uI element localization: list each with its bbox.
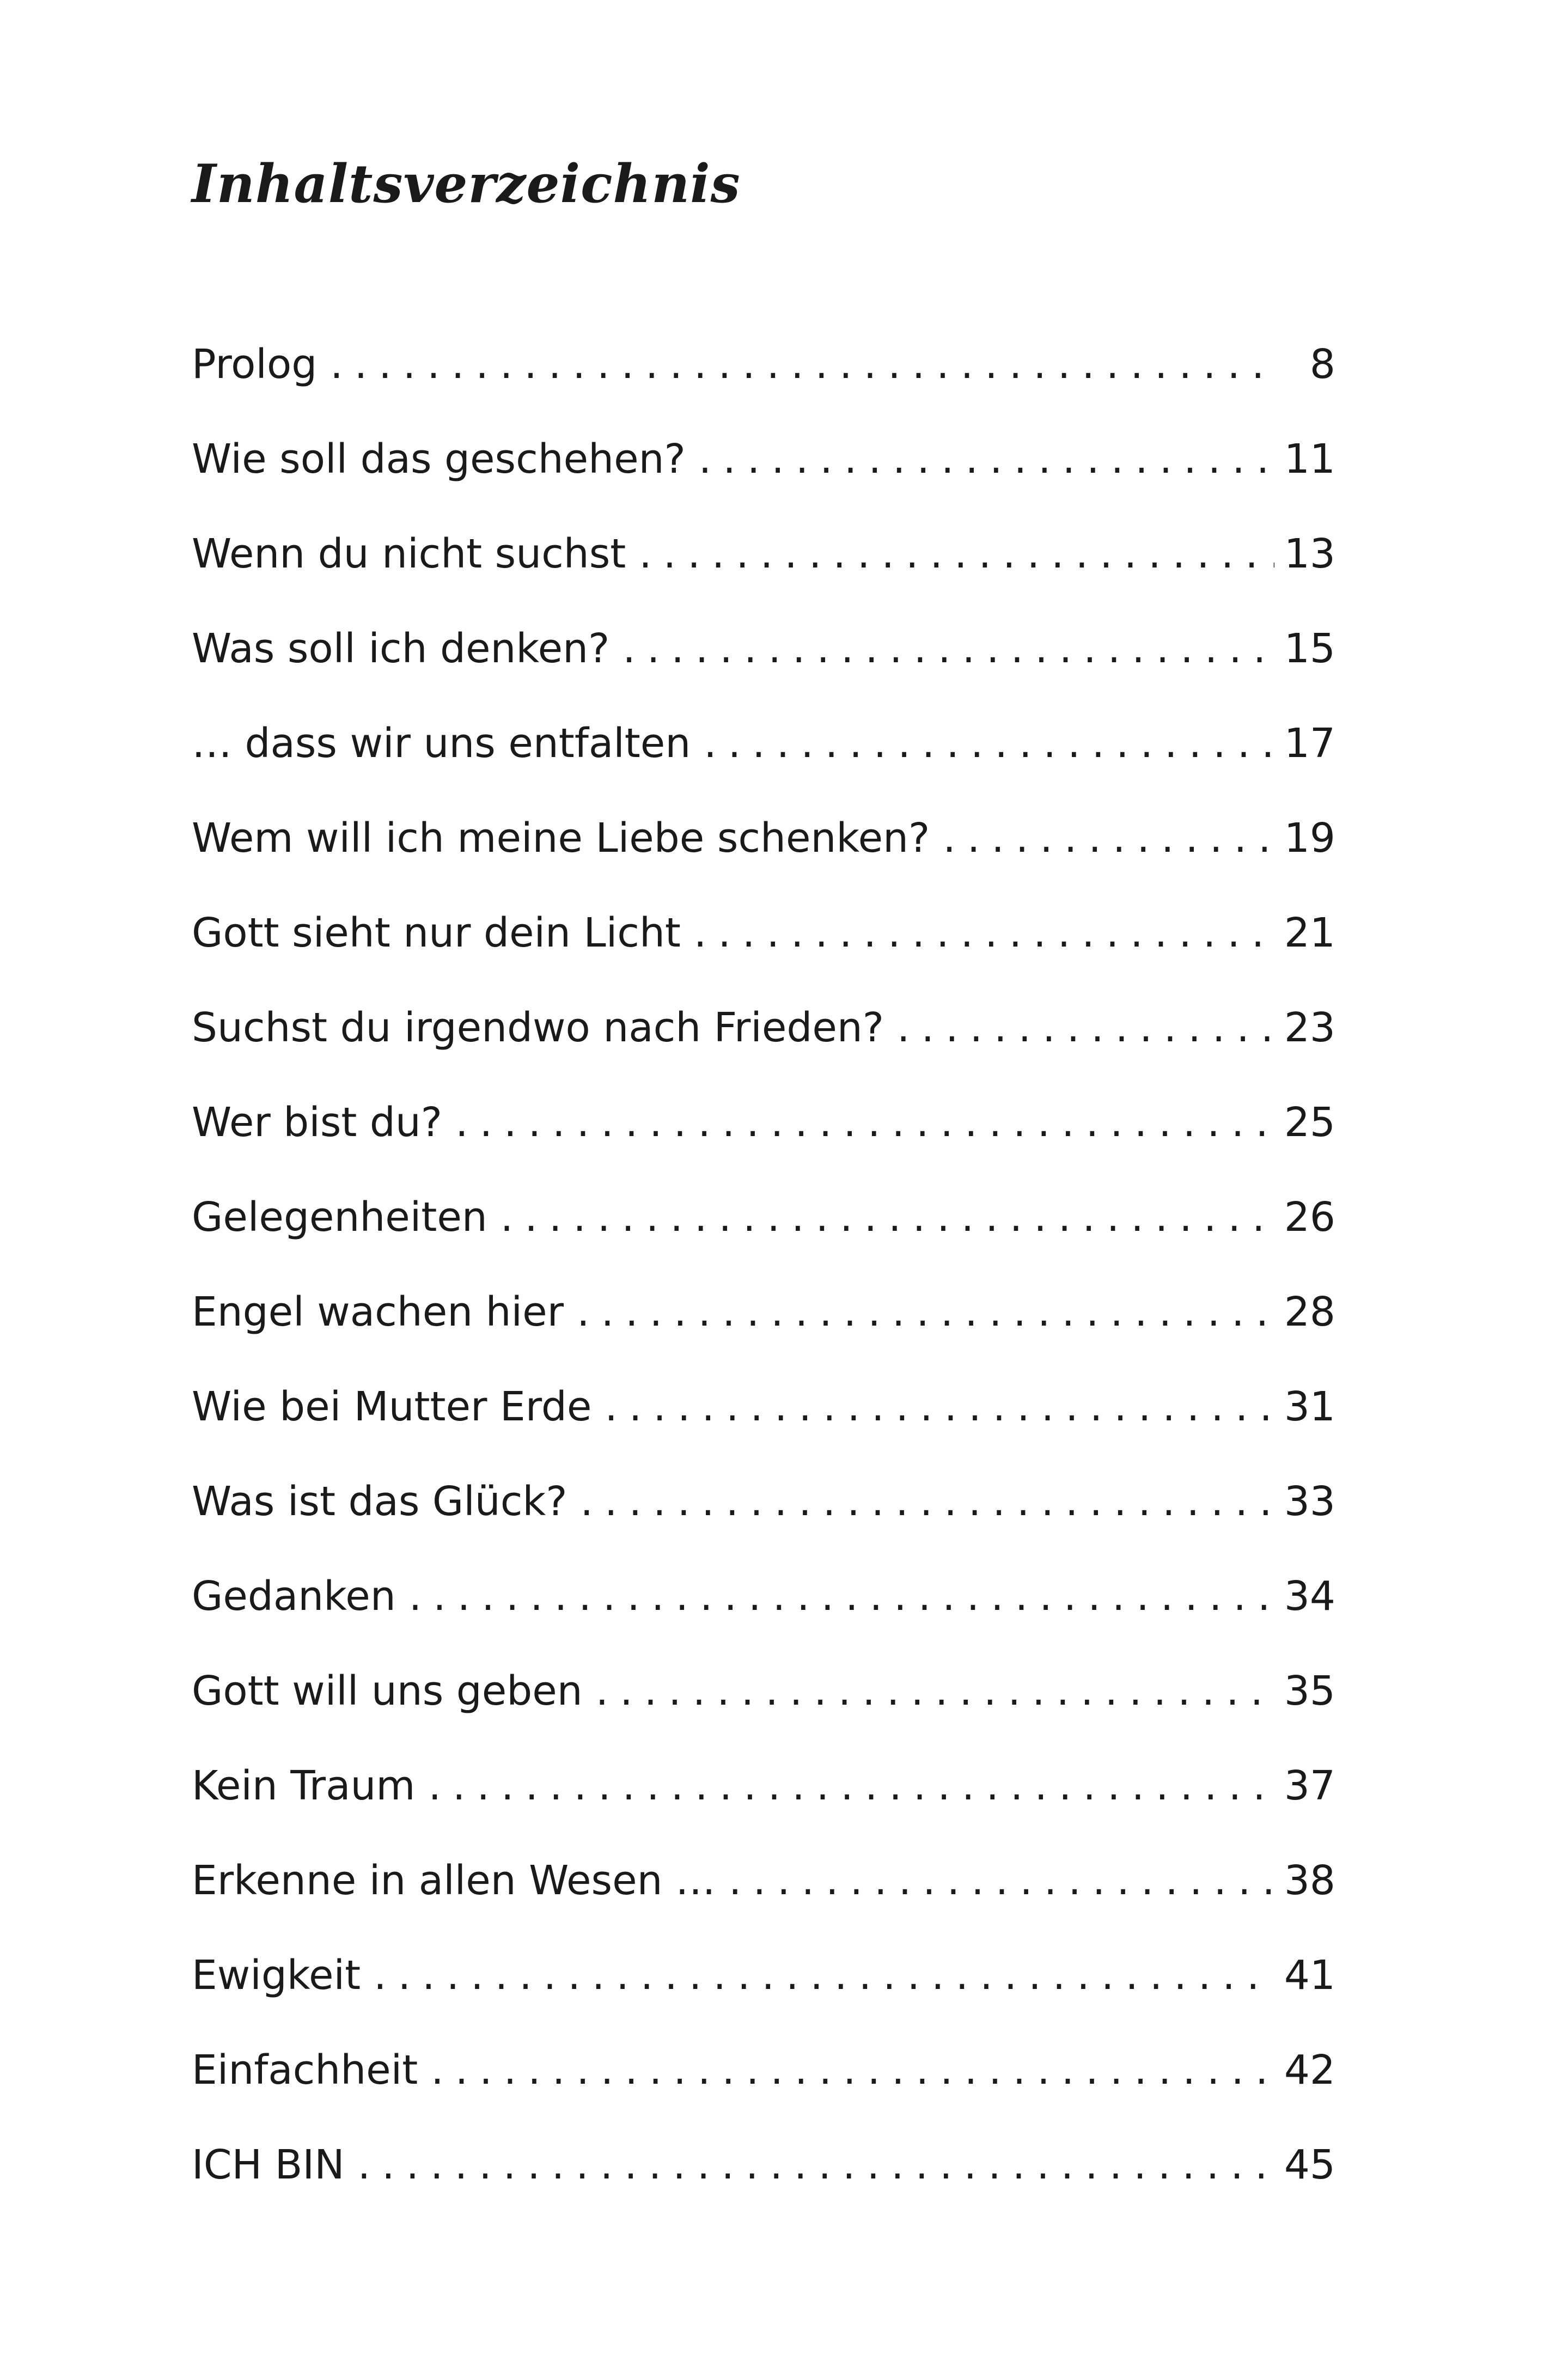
dot-leader: [639, 534, 1274, 574]
dot-leader: [943, 818, 1274, 858]
dot-leader: [330, 344, 1274, 385]
toc-page-number: 28: [1284, 1289, 1335, 1335]
dot-leader: [729, 1860, 1274, 1901]
toc-entry-title: Was soll ich denken?: [192, 625, 610, 672]
toc-page-number: 8: [1309, 341, 1335, 388]
toc-page-number: 17: [1284, 720, 1335, 767]
toc-entry-title: … dass wir uns entfalten: [192, 720, 691, 767]
toc-page-number: 35: [1284, 1668, 1335, 1714]
toc-entry-title: Gott will uns geben: [192, 1668, 583, 1714]
toc-entry: [192, 436, 1335, 534]
toc-entry-title: Gott sieht nur dein Licht: [192, 910, 681, 956]
dot-leader: [694, 913, 1274, 953]
toc-entry-title: Erkenne in allen Wesen …: [192, 1857, 716, 1904]
dot-leader: [501, 1197, 1274, 1237]
toc-page-number: 45: [1284, 2141, 1335, 2188]
toc-entry: [192, 2141, 1335, 2239]
toc-entry-title: Wenn du nicht suchst: [192, 530, 626, 577]
dot-leader: [577, 1292, 1274, 1332]
toc-entry: [192, 1383, 1335, 1481]
toc-entry: [192, 1099, 1335, 1197]
table-of-contents: [192, 341, 1335, 2239]
dot-leader: [428, 1766, 1274, 1806]
toc-entry-title: Gedanken: [192, 1573, 396, 1620]
toc-entry: [192, 1668, 1335, 1766]
dot-leader: [455, 1102, 1274, 1143]
toc-page-number: 26: [1284, 1194, 1335, 1241]
toc-entry-title: Einfachheit: [192, 2047, 418, 2094]
toc-entry: [192, 720, 1335, 818]
toc-entry-title: Wer bist du?: [192, 1099, 443, 1146]
toc-entry-title: Engel wachen hier: [192, 1289, 564, 1335]
dot-leader: [704, 723, 1274, 764]
toc-entry-title: Wem will ich meine Liebe schenken?: [192, 815, 930, 862]
toc-page-number: 37: [1284, 1762, 1335, 1809]
toc-page-number: 38: [1284, 1857, 1335, 1904]
toc-entry-title: Prolog: [192, 341, 318, 388]
toc-entry: [192, 1004, 1335, 1102]
toc-page-number: 21: [1284, 910, 1335, 956]
toc-entry: [192, 1573, 1335, 1671]
toc-entry-title: Suchst du irgendwo nach Frieden?: [192, 1004, 884, 1051]
dot-leader: [581, 1481, 1274, 1522]
dot-leader: [358, 2145, 1274, 2185]
toc-page-number: 19: [1284, 815, 1335, 862]
toc-entry: [192, 815, 1335, 913]
toc-entry: [192, 910, 1335, 1008]
dot-leader: [596, 1671, 1274, 1711]
toc-entry: [192, 1478, 1335, 1576]
dot-leader: [699, 439, 1274, 479]
toc-entry: [192, 2047, 1335, 2145]
toc-entry: [192, 341, 1335, 439]
dot-leader: [605, 1387, 1274, 1427]
toc-page-number: 23: [1284, 1004, 1335, 1051]
page-title: Inhaltsverzeichnis: [192, 153, 741, 215]
toc-page-number: 15: [1284, 625, 1335, 672]
toc-entry-title: Was ist das Glück?: [192, 1478, 567, 1525]
toc-entry: [192, 1194, 1335, 1292]
toc-entry: [192, 1762, 1335, 1860]
toc-entry: [192, 530, 1335, 628]
dot-leader: [431, 2050, 1274, 2090]
toc-entry: [192, 1952, 1335, 2050]
toc-entry-title: Kein Traum: [192, 1762, 416, 1809]
toc-page-number: 34: [1284, 1573, 1335, 1620]
toc-entry-title: Wie bei Mutter Erde: [192, 1383, 592, 1430]
toc-entry-title: Ewigkeit: [192, 1952, 361, 1999]
dot-leader: [409, 1576, 1274, 1616]
toc-page-number: 25: [1284, 1099, 1335, 1146]
toc-page-number: 42: [1284, 2047, 1335, 2094]
dot-leader: [897, 1008, 1274, 1048]
toc-page-number: 41: [1284, 1952, 1335, 1999]
toc-entry-title: Wie soll das geschehen?: [192, 436, 686, 483]
toc-page-number: 31: [1284, 1383, 1335, 1430]
toc-entry: [192, 1289, 1335, 1387]
dot-leader: [374, 1955, 1274, 1995]
toc-page-number: 13: [1284, 530, 1335, 577]
toc-entry: [192, 625, 1335, 723]
dot-leader: [623, 628, 1274, 669]
toc-entry-title: Gelegenheiten: [192, 1194, 487, 1241]
toc-entry: [192, 1857, 1335, 1955]
toc-page-number: 11: [1284, 436, 1335, 483]
toc-entry-title: ICH BIN: [192, 2141, 345, 2188]
toc-page-number: 33: [1284, 1478, 1335, 1525]
